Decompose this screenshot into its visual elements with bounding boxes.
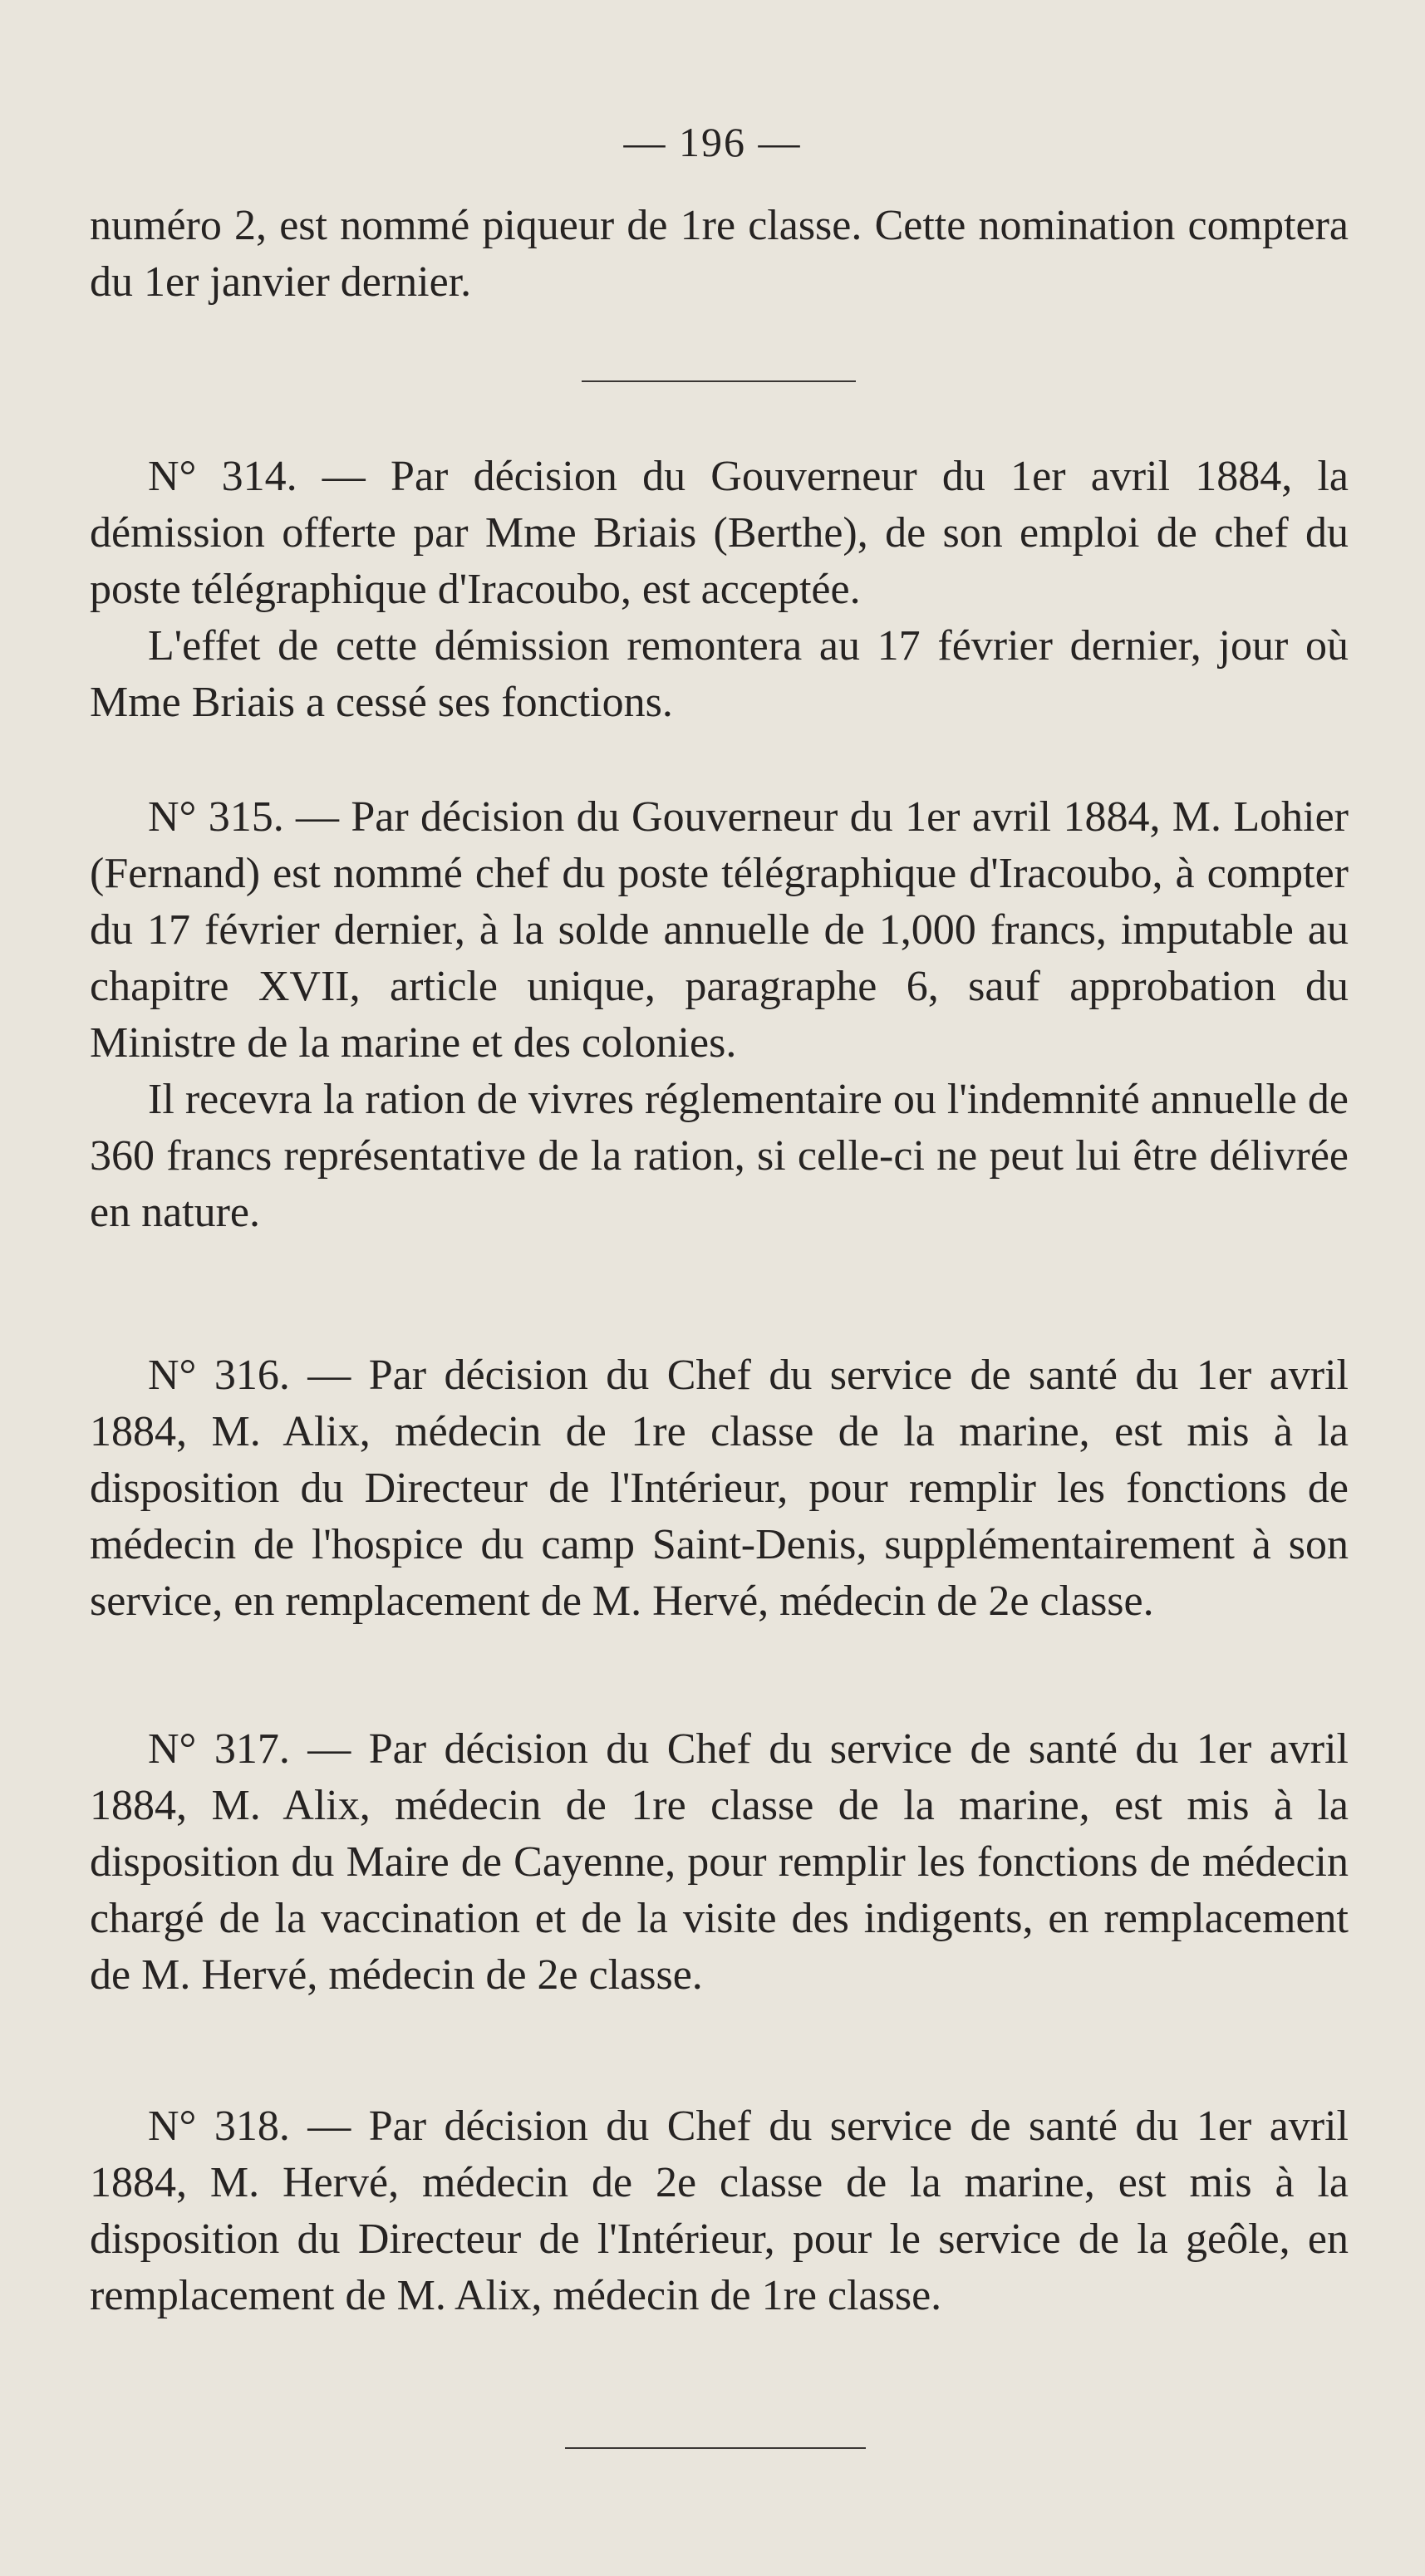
paragraph: N° 318. — Par décision du Chef du service de santé du 1er avril 1884, M. Hervé, médecin de 2e classe de la marine, est mis à la disposition du Directeur de l'Intérieur, pour le service de la geôle, en remplacement de M. Alix, médecin de 1re classe.: [90, 2103, 1349, 2319]
closing-divider: [565, 2447, 866, 2449]
page-number: — 196 —: [623, 119, 802, 165]
paragraph: N° 315. — Par décision du Gouverneur du 1er avril 1884, M. Lohier (Fernand) est nommé chef du poste télégraphique d'Iracoubo, à compter du 17 février dernier, à la solde annuelle de 1,000 francs, imputable au chapitre XVII, article unique, paragraphe 6, sauf approbation du Ministre de la marine et des colonies.: [90, 793, 1349, 1067]
decision-317: [90, 1721, 1349, 2004]
decision-316: [90, 1347, 1349, 1630]
paragraph: Il recevra la ration de vivres réglementaire ou l'indemnité annuelle de 360 francs représentative de la ration, si celle-ci ne peut lui être délivrée en nature.: [90, 1076, 1349, 1236]
continuation-block: [90, 198, 1349, 311]
paragraph: N° 317. — Par décision du Chef du service de santé du 1er avril 1884, M. Alix, médecin de 1re classe de la marine, est mis à la disposition du Maire de Cayenne, pour remplir les fonctions de médecin chargé de la vaccination et de la visite des indigents, en remplacement de M. Hervé, médecin de 2e classe.: [90, 1725, 1349, 1999]
section-divider: [582, 380, 856, 382]
paragraph: N° 316. — Par décision du Chef du service de santé du 1er avril 1884, M. Alix, médecin de 1re classe de la marine, est mis à la disposition du Directeur de l'Intérieur, pour remplir les fonctions de médecin de l'hospice du camp Saint-Denis, supplémentairement à son service, en remplacement de M. Hervé, médecin de 2e classe.: [90, 1352, 1349, 1625]
decision-315: [90, 789, 1349, 1241]
paragraph: numéro 2, est nommé piqueur de 1re classe. Cette nomination comptera du 1er janvier dernier.: [90, 202, 1349, 306]
decision-314: [90, 449, 1349, 731]
paragraph: L'effet de cette démission remontera au 17 février dernier, jour où Mme Briais a cessé ses fonctions.: [90, 622, 1349, 726]
paragraph: N° 314. — Par décision du Gouverneur du 1er avril 1884, la démission offerte par Mme Briais (Berthe), de son emploi de chef du poste télégraphique d'Iracoubo, est acceptée.: [90, 453, 1349, 613]
decision-318: [90, 2098, 1349, 2324]
